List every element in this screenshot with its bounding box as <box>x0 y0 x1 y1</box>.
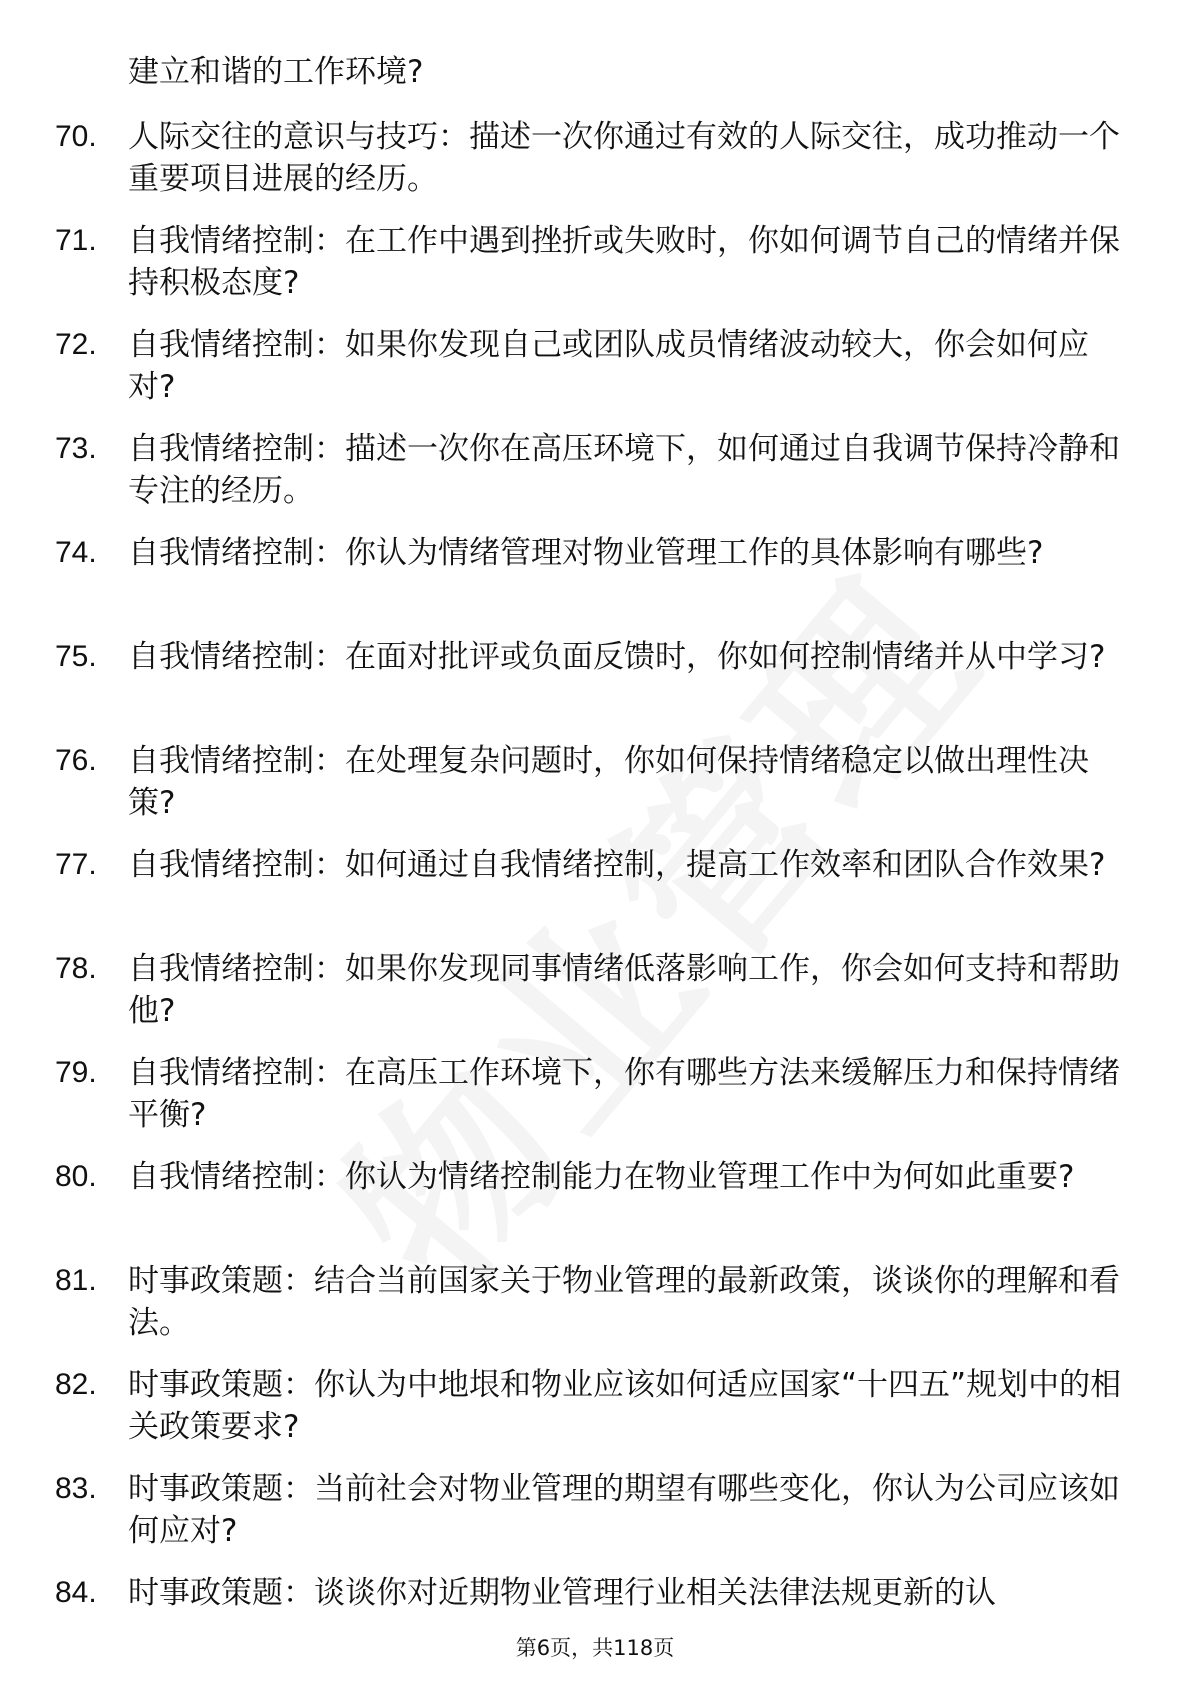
question-text: 时事政策题：结合当前国家关于物业管理的最新政策，谈谈你的理解和看法。 <box>128 1263 1120 1341</box>
question-text: 自我情绪控制：如果你发现自己或团队成员情绪波动较大，你会如何应对? <box>128 327 1089 405</box>
continuation-text: 建立和谐的工作环境? <box>128 54 424 90</box>
question-text: 自我情绪控制：如何通过自我情绪控制，提高工作效率和团队合作效果? <box>128 847 1106 883</box>
question-text: 自我情绪控制：描述一次你在高压环境下，如何通过自我调节保持冷静和专注的经历。 <box>128 431 1120 509</box>
question-item <box>0 948 1190 1052</box>
question-item <box>0 324 1190 428</box>
question-number: 70. <box>55 120 97 153</box>
question-number: 84. <box>55 1576 97 1609</box>
question-number: 81. <box>55 1264 97 1297</box>
question-item <box>0 116 1190 220</box>
question-number: 74. <box>55 536 97 569</box>
question-number: 75. <box>55 640 97 673</box>
question-text: 自我情绪控制：你认为情绪管理对物业管理工作的具体影响有哪些? <box>128 535 1044 571</box>
question-item <box>0 636 1190 740</box>
question-number: 77. <box>55 848 97 881</box>
question-item <box>0 1260 1190 1364</box>
question-item <box>0 428 1190 532</box>
question-text: 自我情绪控制：在工作中遇到挫折或失败时，你如何调节自己的情绪并保持积极态度? <box>128 223 1120 301</box>
question-text: 人际交往的意识与技巧：描述一次你通过有效的人际交往，成功推动一个重要项目进展的经历。 <box>128 119 1120 197</box>
question-list <box>0 116 1190 1676</box>
question-item <box>0 1052 1190 1156</box>
question-number: 73. <box>55 432 97 465</box>
question-number: 83. <box>55 1472 97 1505</box>
question-text: 自我情绪控制：在处理复杂问题时，你如何保持情绪稳定以做出理性决策? <box>128 743 1089 821</box>
question-number: 76. <box>55 744 97 777</box>
question-text: 自我情绪控制：在面对批评或负面反馈时，你如何控制情绪并从中学习? <box>128 639 1106 675</box>
question-text: 时事政策题：你认为中地垠和物业应该如何适应国家“十四五”规划中的相关政策要求? <box>128 1367 1122 1445</box>
question-number: 82. <box>55 1368 97 1401</box>
page-footer: 第6页，共118页 <box>515 1636 675 1660</box>
question-number: 80. <box>55 1160 97 1193</box>
question-number: 79. <box>55 1056 97 1089</box>
question-number: 78. <box>55 952 97 985</box>
question-item <box>0 532 1190 636</box>
question-number: 72. <box>55 328 97 361</box>
question-item <box>0 844 1190 948</box>
question-text: 自我情绪控制：在高压工作环境下，你有哪些方法来缓解压力和保持情绪平衡? <box>128 1055 1120 1133</box>
question-number: 71. <box>55 224 97 257</box>
question-text: 自我情绪控制：如果你发现同事情绪低落影响工作，你会如何支持和帮助他? <box>128 951 1120 1029</box>
question-item <box>0 1364 1190 1468</box>
question-item <box>0 1156 1190 1260</box>
question-text: 自我情绪控制：你认为情绪控制能力在物业管理工作中为何如此重要? <box>128 1159 1075 1195</box>
question-item <box>0 220 1190 324</box>
question-text: 时事政策题：谈谈你对近期物业管理行业相关法律法规更新的认 <box>128 1575 996 1611</box>
question-item <box>0 1468 1190 1572</box>
question-item <box>0 740 1190 844</box>
question-text: 时事政策题：当前社会对物业管理的期望有哪些变化，你认为公司应该如何应对? <box>128 1471 1120 1549</box>
